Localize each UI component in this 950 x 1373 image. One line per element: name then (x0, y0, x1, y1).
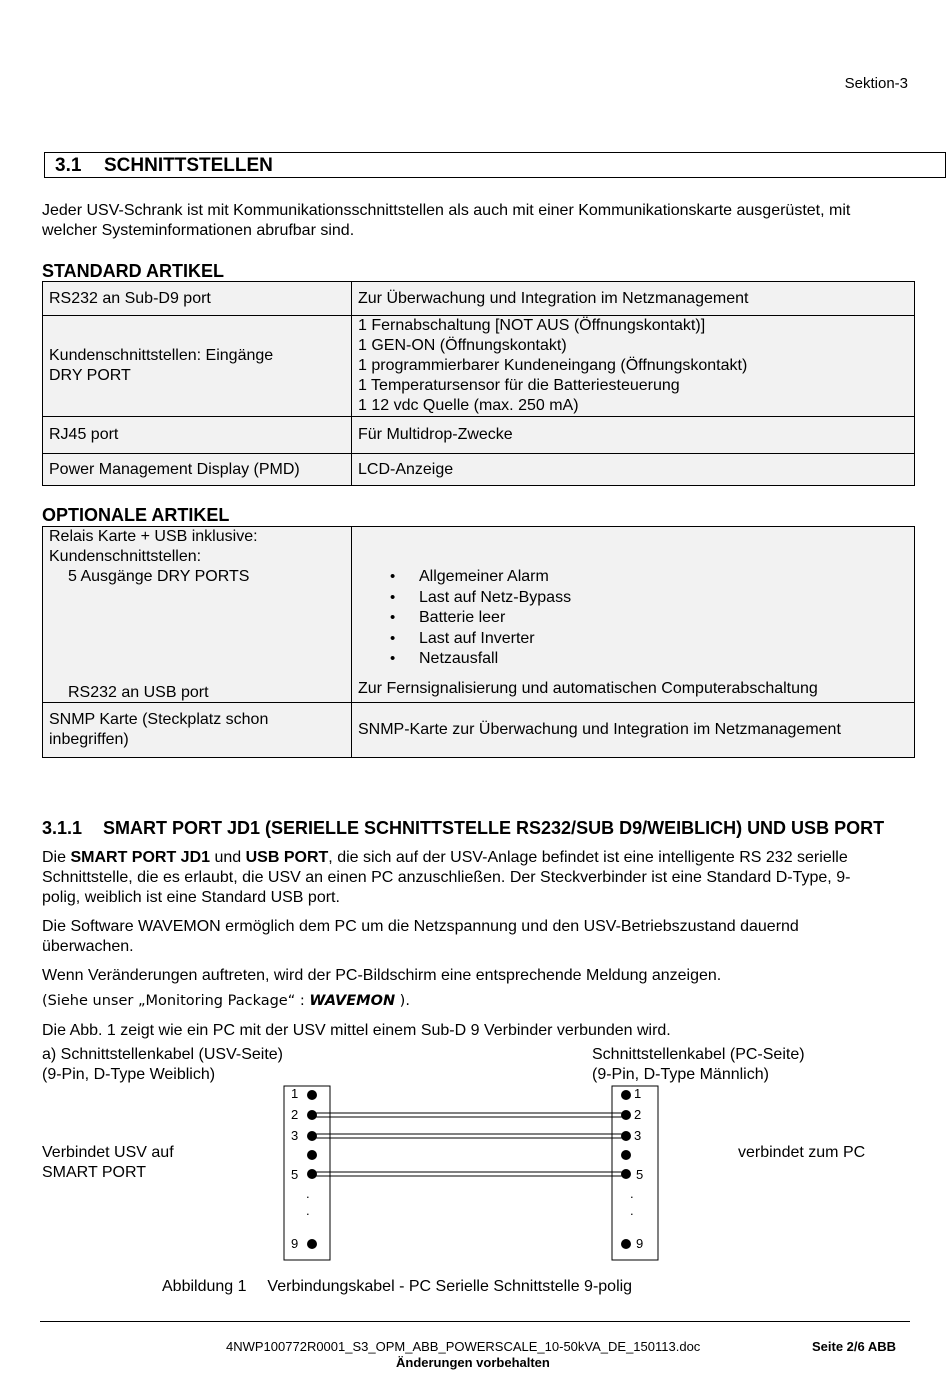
left-pin-label: . (306, 1203, 310, 1218)
list-item: • Allgemeiner Alarm (358, 567, 908, 588)
left-pin-label: 3 (291, 1128, 299, 1143)
footer-note: Änderungen vorbehalten (396, 1355, 550, 1370)
row-description: Für Multidrop-Zwecke (352, 417, 915, 454)
left-pin-label: . (306, 1186, 310, 1201)
list-item: • Last auf Inverter (358, 629, 908, 650)
pin-dot (621, 1169, 631, 1179)
row-label: Kundenschnittstellen: Eingänge DRY PORT (43, 316, 352, 417)
row-description: LCD-Anzeige (352, 454, 915, 486)
pin-dot (621, 1150, 631, 1160)
optional-heading: OPTIONALE ARTIKEL (42, 505, 230, 525)
subsection-title: SMART PORT JD1 (SERIELLE SCHNITTSTELLE RS232/SUB D9/WEIBLICH) UND USB PORT (103, 818, 885, 838)
right-pin-label: 1 (634, 1086, 642, 1101)
right-pin-label: . (630, 1186, 634, 1201)
figure-title: Verbindungskabel - PC Serielle Schnittstelle 9-polig (267, 1278, 633, 1295)
row-label: SNMP Karte (Steckplatz schon inbegriffen) (43, 703, 352, 758)
pin-dot (307, 1090, 317, 1100)
pin-dot (621, 1131, 631, 1141)
figure-caption (162, 1277, 632, 1297)
row-description: Zur Überwachung und Integration im Netzmanagement (352, 282, 915, 316)
intro-line: Jeder USV-Schrank ist mit Kommunikationsschnittstellen als auch mit einer Kommunikationskarte ausgerüstet, mit (42, 202, 851, 219)
ups-side-description: Verbindet USV auf SMART PORT (42, 1144, 174, 1181)
footer-divider (40, 1321, 910, 1322)
subsection-number: 3.1.1 (42, 818, 83, 838)
paragraph-line: polig, weiblich ist eine Standard USB port. (42, 889, 340, 906)
paragraph-line: Schnittstelle, die es erlaubt, die USV an einen PC anzuschließen. Der Steckverbinder ist eine Standard D-Type, 9- (42, 869, 851, 886)
pin-dot (621, 1090, 631, 1100)
row-label: Relais Karte + USB inklusive: Kundenschnittstellen: 5 Ausgänge DRY PORTS RS232 an USB port (43, 527, 352, 703)
left-pin-label: 1 (291, 1086, 299, 1101)
pin-dot (307, 1150, 317, 1160)
list-item: • Netzausfall (358, 649, 908, 670)
change-paragraph: Wenn Veränderungen auftreten, wird der PC-Bildschirm eine entsprechende Meldung anzeigen. (42, 967, 722, 984)
row-label: RJ45 port (43, 417, 352, 454)
paragraph-line: Die SMART PORT JD1 und USB PORT, die sich auf der USV-Anlage befindet ist eine intelligente RS 232 serielle (42, 849, 848, 866)
standard-heading: STANDARD ARTIKEL (42, 261, 224, 281)
paragraph-line: Die Software WAVEMON ermöglich dem PC um die Netzspannung und den USV-Betriebszustand dauernd (42, 918, 799, 935)
row-description: 1 Fernabschaltung [NOT AUS (Öffnungskontakt)] 1 GEN-ON (Öffnungskontakt) 1 programmierbarer Kundeneingang (Öffnungskontakt) 1 Temperatursensor für die Batteriesteuerung 1 12 vdc Quelle (max. 250 mA) (352, 316, 915, 417)
pin-dot (621, 1239, 631, 1249)
section-title: SCHNITTSTELLEN (104, 155, 273, 176)
monitoring-note: (Siehe unser „Monitoring Package“ : WAVEMON ). (42, 993, 410, 1009)
row-label: RS232 an Sub-D9 port (43, 282, 352, 316)
footer-page-number: Seite 2/6 ABB (812, 1339, 897, 1354)
row-label: Power Management Display (PMD) (43, 454, 352, 486)
right-pin-label: 3 (634, 1128, 642, 1143)
list-item: • Last auf Netz-Bypass (358, 588, 908, 609)
pc-side-description: verbindet zum PC (738, 1144, 866, 1161)
right-connector-title: Schnittstellenkabel (PC-Seite) (9-Pin, D-Type Männlich) (592, 1046, 805, 1083)
left-pin-label: 5 (291, 1167, 299, 1182)
left-pin-label: 2 (291, 1107, 299, 1122)
left-pin-label: 9 (291, 1236, 299, 1251)
right-pin-label: 9 (636, 1236, 644, 1251)
section-number: 3.1 (55, 155, 82, 176)
section-header-label: Sektion-3 (844, 75, 908, 92)
pin-dot (621, 1110, 631, 1120)
left-connector-title: a) Schnittstellenkabel (USV-Seite) (9-Pin, D-Type Weiblich) (42, 1046, 283, 1083)
right-pin-label: 5 (636, 1167, 644, 1182)
footer-document-name: 4NWP100772R0001_S3_OPM_ABB_POWERSCALE_10-50kVA_DE_150113.doc (226, 1339, 701, 1354)
paragraph-line: überwachen. (42, 938, 134, 955)
right-pin-label: . (630, 1203, 634, 1218)
relay-description: Zur Fernsignalisierung und automatischen Computerabschaltung (358, 680, 818, 697)
pin-dot (307, 1110, 317, 1120)
figure-number: Abbildung 1 (162, 1278, 247, 1295)
intro-line: welcher Systeminformationen abrufbar sind. (42, 222, 355, 239)
right-pin-label: 2 (634, 1107, 642, 1122)
list-item: • Batterie leer (358, 608, 908, 629)
pin-dot (307, 1239, 317, 1249)
row-description: SNMP-Karte zur Überwachung und Integration im Netzmanagement (352, 703, 915, 758)
pin-dot (307, 1169, 317, 1179)
pin-dot (307, 1131, 317, 1141)
figure-intro: Die Abb. 1 zeigt wie ein PC mit der USV mittel einem Sub-D 9 Verbinder verbunden wird. (42, 1022, 671, 1039)
